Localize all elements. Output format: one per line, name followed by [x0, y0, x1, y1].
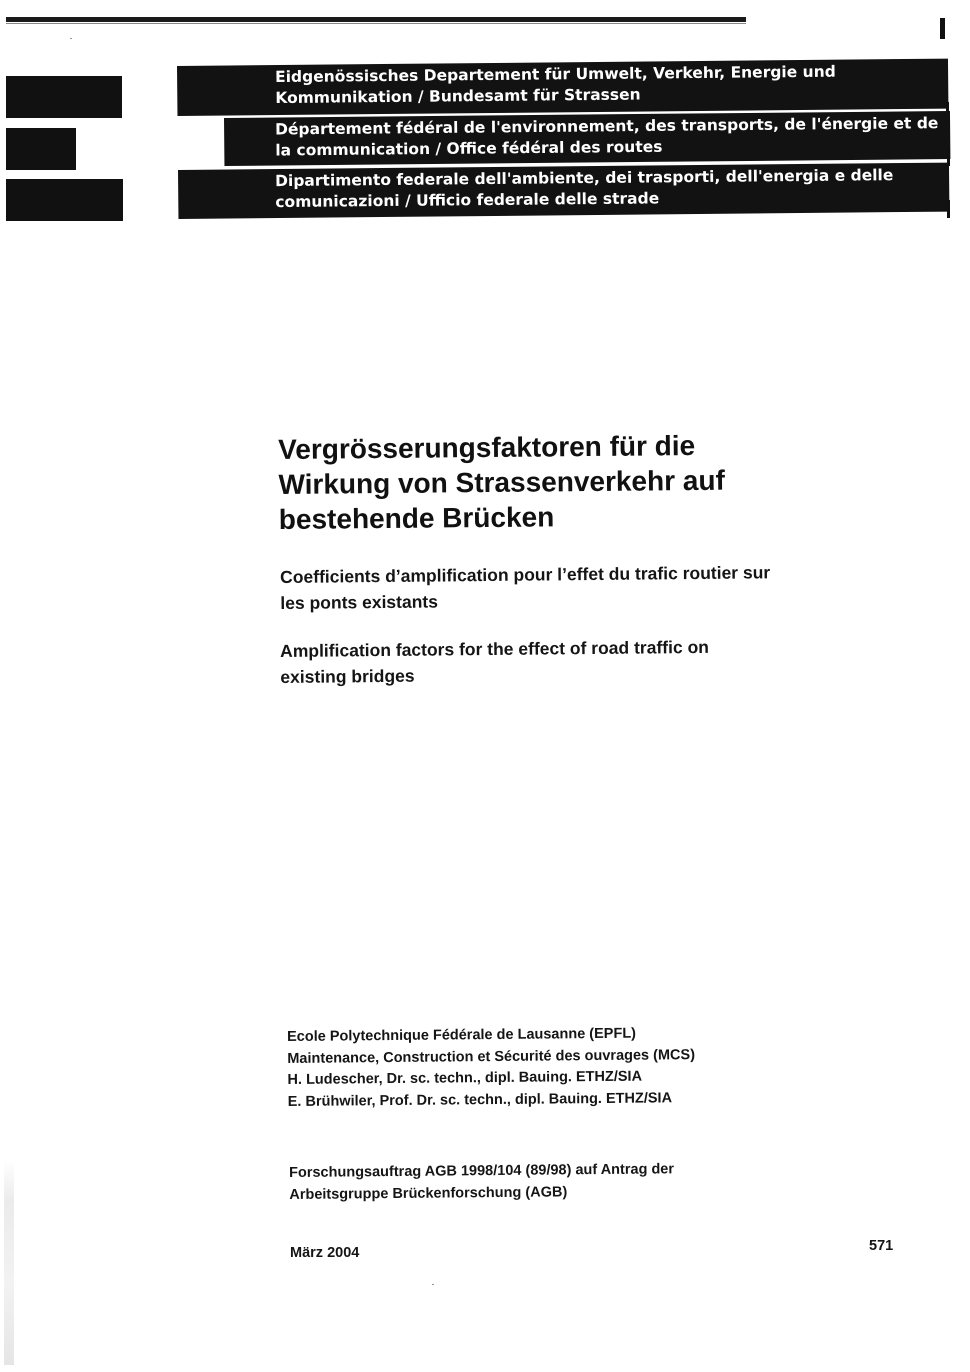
page-title-line2: Wirkung von Strassenverkehr auf [278, 464, 725, 500]
bar-edge-mark [946, 102, 949, 112]
scan-speck [432, 1284, 434, 1285]
publication-date: März 2004 [290, 1245, 360, 1261]
bar-edge-mark [947, 200, 950, 218]
department-bar-it-line1: Dipartimento federale dell'ambiente, dei trasporti, dell'energia e delle [275, 166, 894, 191]
laboratory: Maintenance, Construction et Sécurité des ouvrages (MCS) [287, 1046, 696, 1067]
subtitle-french [280, 558, 920, 616]
page-title-line3: bestehende Brücken [278, 501, 555, 535]
scan-streak [4, 1160, 14, 1365]
department-bar-de-line2: Kommunikation / Bundesamt für Strassen [275, 85, 641, 108]
report-number: 571 [869, 1238, 894, 1254]
left-block-fr [6, 128, 76, 170]
research-mandate [289, 1157, 889, 1206]
page-title-line1: Vergrösserungsfaktoren für die [278, 429, 696, 465]
page-title [278, 426, 879, 537]
top-rule [6, 17, 746, 22]
research-mandate-line2: Arbeitsgruppe Brückenforschung (AGB) [289, 1183, 568, 1203]
subtitle-french-line2: les ponts existants [280, 591, 439, 613]
department-bar-it [178, 163, 949, 219]
institution: Ecole Polytechnique Fédérale de Lausanne (EPFL) [287, 1025, 637, 1045]
left-block-de [6, 76, 122, 118]
department-bar-fr-line1: Département fédéral de l'environnement, des transports, de l'énergie et de [275, 114, 939, 139]
department-bar-it-line2: comunicazioni / Ufficio federale delle strade [275, 189, 660, 212]
author-1: H. Ludescher, Dr. sc. techn., dipl. Bauing. ETHZ/SIA [287, 1068, 643, 1088]
top-rule-thin [6, 23, 746, 24]
subtitle-english-line2: existing bridges [280, 665, 415, 687]
department-bar-de [177, 59, 948, 116]
scan-speck [70, 38, 72, 39]
department-bar-de-line1: Eidgenössisches Departement für Umwelt, Verkehr, Energie und [275, 62, 836, 87]
subtitle-english-line1: Amplification factors for the effect of road traffic on [280, 636, 709, 661]
subtitle-english [280, 632, 920, 690]
department-bar-fr [224, 111, 950, 166]
author-2: E. Brühwiler, Prof. Dr. sc. techn., dipl. Bauing. ETHZ/SIA [287, 1089, 673, 1110]
bar-edge-mark [947, 150, 950, 166]
authors-block [287, 1021, 888, 1113]
corner-mark [940, 18, 945, 39]
research-mandate-line1: Forschungsauftrag AGB 1998/104 (89/98) auf Antrag der [289, 1161, 675, 1181]
subtitle-french-line1: Coefficients d’amplification pour l’effet du trafic routier sur [280, 562, 771, 587]
department-bar-fr-line2: la communication / Office fédéral des routes [275, 137, 663, 160]
left-block-it [6, 179, 123, 221]
